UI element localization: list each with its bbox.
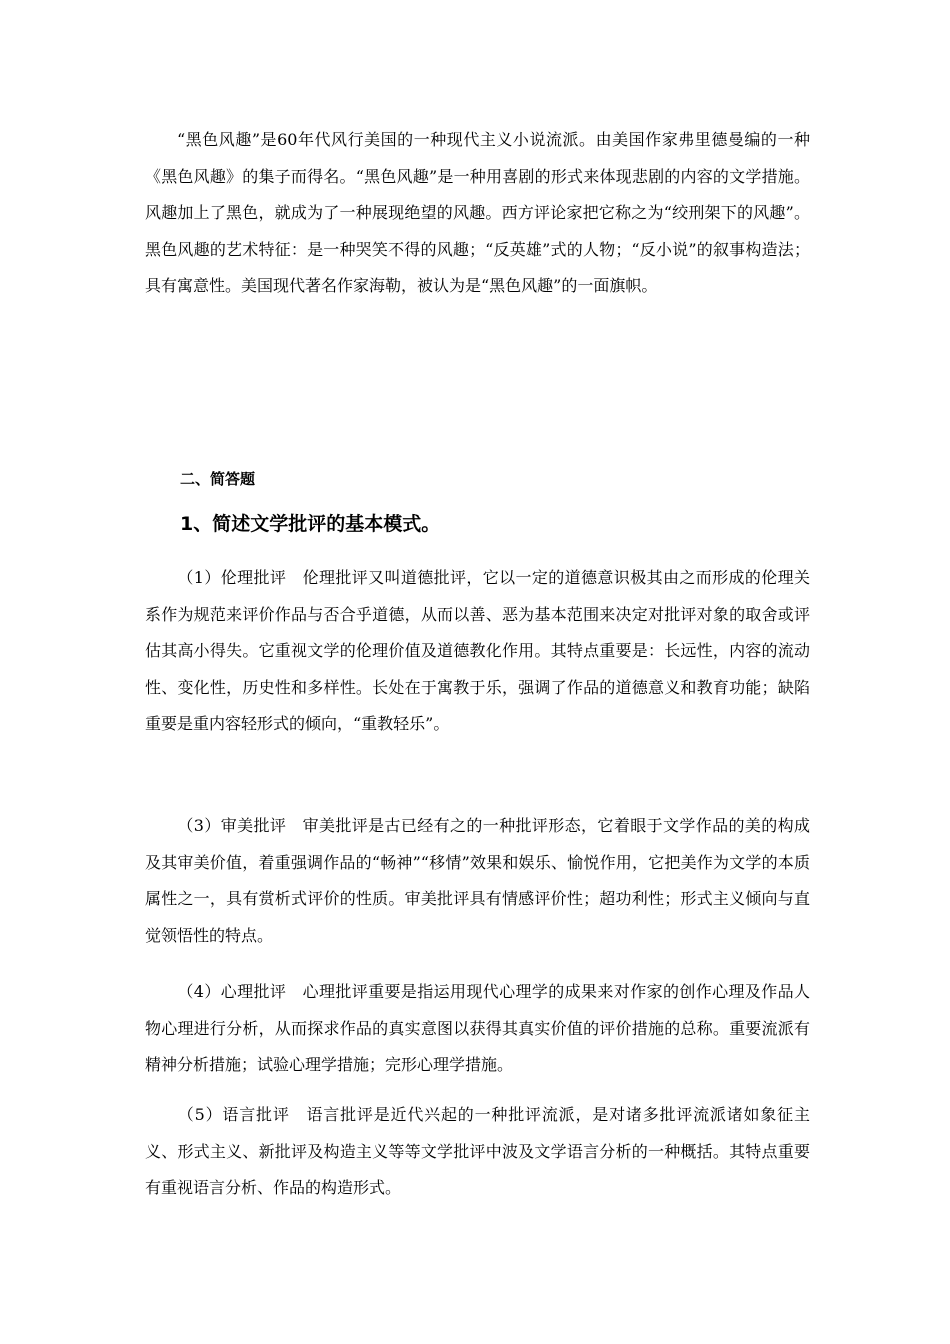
paragraph-ethical-criticism [145, 560, 810, 743]
paragraph-aesthetic-criticism [145, 808, 810, 954]
paragraph-text: （5）语言批评 语言批评是近代兴起的一种批评流派，是对诸多批评流派诸如象征主义、形式主义、新批评及构造主义等等文学批评中波及文学语言分析的一种概括。其特点重要有重视语言分析、作品的构造形式。 [145, 1105, 810, 1197]
paragraph-psychological-criticism [145, 974, 810, 1084]
paragraph-text: （1）伦理批评 伦理批评又叫道德批评，它以一定的道德意识极其由之而形成的伦理关系作为规范来评价作品与否合乎道德，从而以善、恶为基本范围来决定对批评对象的取舍或评估其高小得失。它重视文学的伦理价值及道德教化作用。其特点重要是：长远性，内容的流动性、变化性，历史性和多样性。长处在于寓教于乐，强调了作品的道德意义和教育功能；缺陷重要是重内容轻形式的倾向，“重教轻乐”。 [145, 568, 810, 733]
paragraph-linguistic-criticism [145, 1097, 810, 1207]
section-heading: 二、简答题 [180, 470, 256, 488]
question-heading: 1、简述文学批评的基本模式。 [180, 513, 441, 535]
paragraph-text: （3）审美批评 审美批评是古已经有之的一种批评形态，它着眼于文学作品的美的构成及其审美价值，着重强调作品的“畅神”“移情”效果和娱乐、愉悦作用，它把美作为文学的本质属性之一，具有赏析式评价的性质。审美批评具有情感评价性；超功利性；形式主义倾向与直觉领悟性的特点。 [145, 816, 810, 945]
paragraph-text: “黑色风趣”是60年代风行美国的一种现代主义小说流派。由美国作家弗里德曼编的一种《黑色风趣》的集子而得名。“黑色风趣”是一种用喜剧的形式来体现悲剧的内容的文学措施。风趣加上了黑色，就成为了一种展现绝望的风趣。西方评论家把它称之为“绞刑架下的风趣”。黑色风趣的艺术特征：是一种哭笑不得的风趣；“反英雄”式的人物；“反小说”的叙事构造法；具有寓意性。美国现代著名作家海勒，被认为是“黑色风趣”的一面旗帜。 [145, 130, 810, 295]
paragraph-text: （4）心理批评 心理批评重要是指运用现代心理学的成果来对作家的创作心理及作品人物心理进行分析，从而探求作品的真实意图以获得其真实价值的评价措施的总称。重要流派有精神分析措施；试验心理学措施；完形心理学措施。 [145, 982, 810, 1074]
paragraph-black-humor [145, 122, 810, 305]
